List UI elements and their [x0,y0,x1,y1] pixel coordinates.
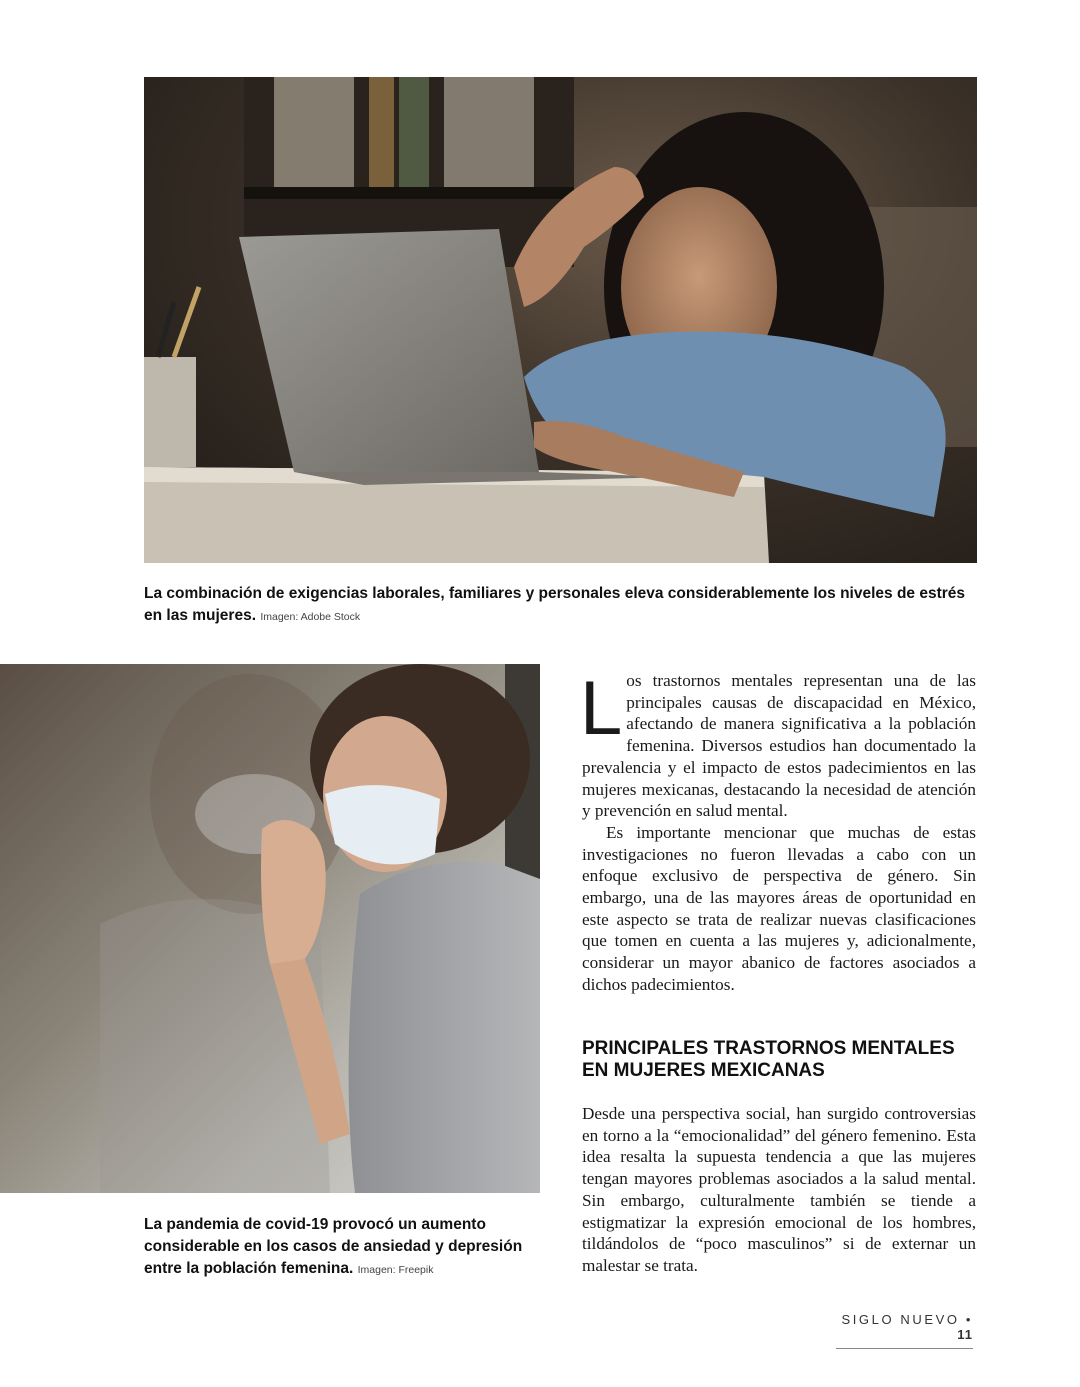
article-paragraph-1-text: os trastornos mentales representan una de las principales causas de discapacidad en México, afectando de manera significativa a la población femenina. Diversos estudios han documentado la prevalencia y el impacto de estos padecimientos en las mujeres mexicanas, destacando la necesidad de atención y prevención en salud mental. [582,671,976,821]
photo-woman-mask-window [0,664,540,1193]
article-intro [580,666,976,996]
drop-cap: L [580,666,623,751]
photo-woman-mask-illustration [0,664,540,1193]
section-heading: PRINCIPALES TRASTORNOS MENTALES EN MUJERES MEXICANAS [582,1038,955,1081]
photo-woman-laptop-illustration [144,77,977,563]
page-footer [836,1312,973,1349]
caption-bottom [144,1214,544,1281]
page-number: 11 [957,1327,973,1342]
caption-top-text: La combinación de exigencias laborales, familiares y personales eleva considerablemente los niveles de estrés en las mujeres. [144,585,966,624]
caption-bottom-credit: Imagen: Freepik [357,1264,434,1276]
section-body [582,1103,976,1277]
publication-name: SIGLO NUEVO [841,1312,960,1327]
article-paragraph-2: Es importante mencionar que muchas de estas investigaciones no fueron llevadas a cabo con un enfoque exclusivo de perspectiva de género. Sin embargo, una de las mayores áreas de oportunidad en este aspecto se trata de realizar nuevas clasificaciones que tomen en cuenta a las mujeres y, adicionalmente, considerar un mayor abanico de factores asociados a dichos padecimientos. [582,822,976,994]
article-paragraph-1 [580,666,976,822]
caption-top [144,583,974,628]
caption-top-credit: Imagen: Adobe Stock [260,611,361,623]
caption-bottom-text: La pandemia de covid-19 provocó un aumento considerable en los casos de ansiedad y depresión entre la población femenina. [144,1216,523,1277]
footer-separator: • [965,1312,973,1327]
photo-woman-laptop [144,77,977,563]
article-paragraph-3: Desde una perspectiva social, han surgido controversias en torno a la “emocionalidad” del género femenino. Esta idea resalta la supuesta tendencia a que las mujeres tengan mayores problemas asociados a la salud mental. Sin embargo, culturalmente también se tiende a estigmatizar la expresión emocional de los hombres, tildándolos de “poco masculinos” si de externar un malestar se trata. [582,1104,976,1275]
